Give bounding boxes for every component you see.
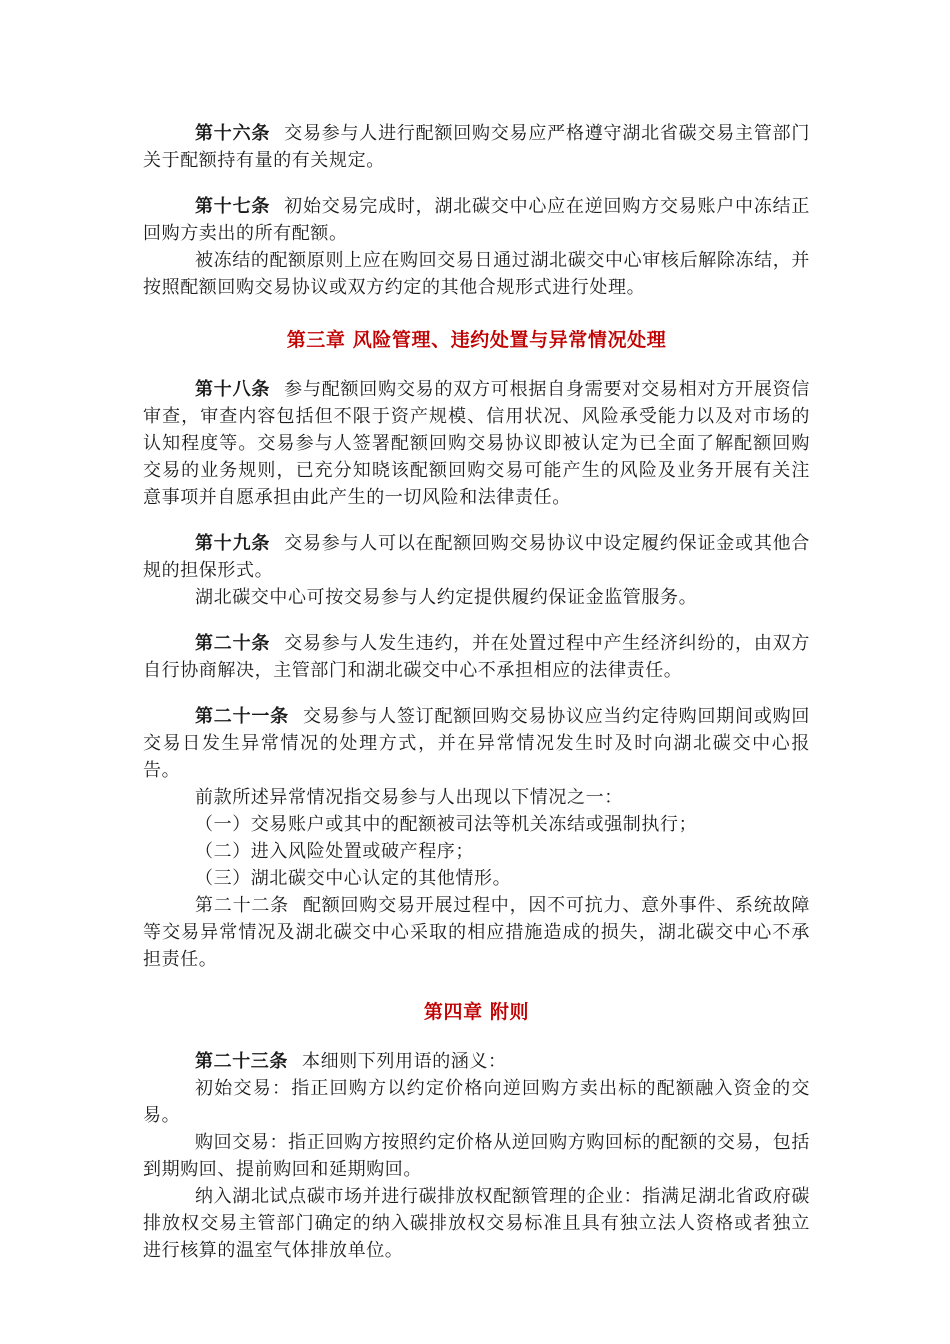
list-item: （一）交易账户或其中的配额被司法等机关冻结或强制执行；	[195, 814, 698, 835]
article-19	[143, 530, 810, 584]
article-18	[143, 376, 810, 511]
article-number: 第二十三条	[195, 1051, 288, 1072]
article-16	[143, 120, 810, 174]
article-text: 配额回购交易开展过程中，因不可抗力、意外事件、系统故障等交易异常情况及湖北碳交中心采取的相应措施造成的损失，湖北碳交中心不承担责任。	[143, 895, 810, 970]
article-number: 第十六条	[195, 123, 271, 144]
article-17-paragraph-2: 被冻结的配额原则上应在购回交易日通过湖北碳交中心审核后解除冻结，并按照配额回购交易协议或双方约定的其他合规形式进行处理。	[143, 250, 810, 298]
chapter-3-heading: 第三章 风险管理、违约处置与异常情况处理	[286, 329, 667, 351]
article-23	[143, 1048, 810, 1075]
article-number: 第十八条	[195, 379, 271, 400]
article-text: 交易参与人签订配额回购交易协议应当约定待购回期间或购回交易日发生异常情况的处理方式，并在异常情况发生时及时向湖北碳交中心报告。	[143, 706, 810, 781]
article-number: 第十九条	[195, 533, 271, 554]
article-number: 第二十二条	[195, 895, 289, 916]
article-21-paragraph-2: 前款所述异常情况指交易参与人出现以下情况之一：	[195, 787, 623, 808]
list-item: （二）进入风险处置或破产程序；	[195, 841, 474, 862]
article-text: 本细则下列用语的涵义：	[302, 1051, 507, 1072]
article-17	[143, 193, 810, 247]
article-21	[143, 703, 810, 784]
article-number: 第二十条	[195, 633, 271, 654]
chapter-4-heading: 第四章 附则	[423, 1001, 530, 1023]
article-number: 第十七条	[195, 196, 271, 217]
article-text: 参与配额回购交易的双方可根据自身需要对交易相对方开展资信审查，审查内容包括但不限于资产规模、信用状况、风险承受能力以及对市场的认知程度等。交易参与人签署配额回购交易协议即被认定为已全面了解配额回购交易的业务规则，已充分知晓该配额回购交易可能产生的风险及业务开展有关注意事项并自愿承担由此产生的一切风险和法律责任。	[143, 379, 811, 508]
article-19-paragraph-2: 湖北碳交中心可按交易参与人约定提供履约保证金监管服务。	[195, 587, 698, 608]
article-20	[143, 630, 810, 684]
article-text: 交易参与人可以在配额回购交易协议中设定履约保证金或其他合规的担保形式。	[143, 533, 811, 581]
article-text: 交易参与人发生违约，并在处置过程中产生经济纠纷的，由双方自行协商解决，主管部门和湖北碳交中心不承担相应的法律责任。	[143, 633, 811, 681]
definition-item: 初始交易：指正回购方以约定价格向逆回购方卖出标的配额融入资金的交易。	[143, 1078, 810, 1126]
list-item: （三）湖北碳交中心认定的其他情形。	[195, 868, 512, 889]
article-text: 初始交易完成时，湖北碳交中心应在逆回购方交易账户中冻结正回购方卖出的所有配额。	[143, 196, 811, 244]
article-22	[143, 892, 810, 973]
definition-item: 购回交易：指正回购方按照约定价格从逆回购方购回标的配额的交易，包括到期购回、提前购回和延期购回。	[143, 1132, 810, 1180]
definition-item: 纳入湖北试点碳市场并进行碳排放权配额管理的企业：指满足湖北省政府碳排放权交易主管部门确定的纳入碳排放权交易标准且具有独立法人资格或者独立进行核算的温室气体排放单位。	[143, 1186, 810, 1261]
article-number: 第二十一条	[195, 706, 289, 727]
article-text: 交易参与人进行配额回购交易应严格遵守湖北省碳交易主管部门关于配额持有量的有关规定。	[143, 123, 811, 171]
